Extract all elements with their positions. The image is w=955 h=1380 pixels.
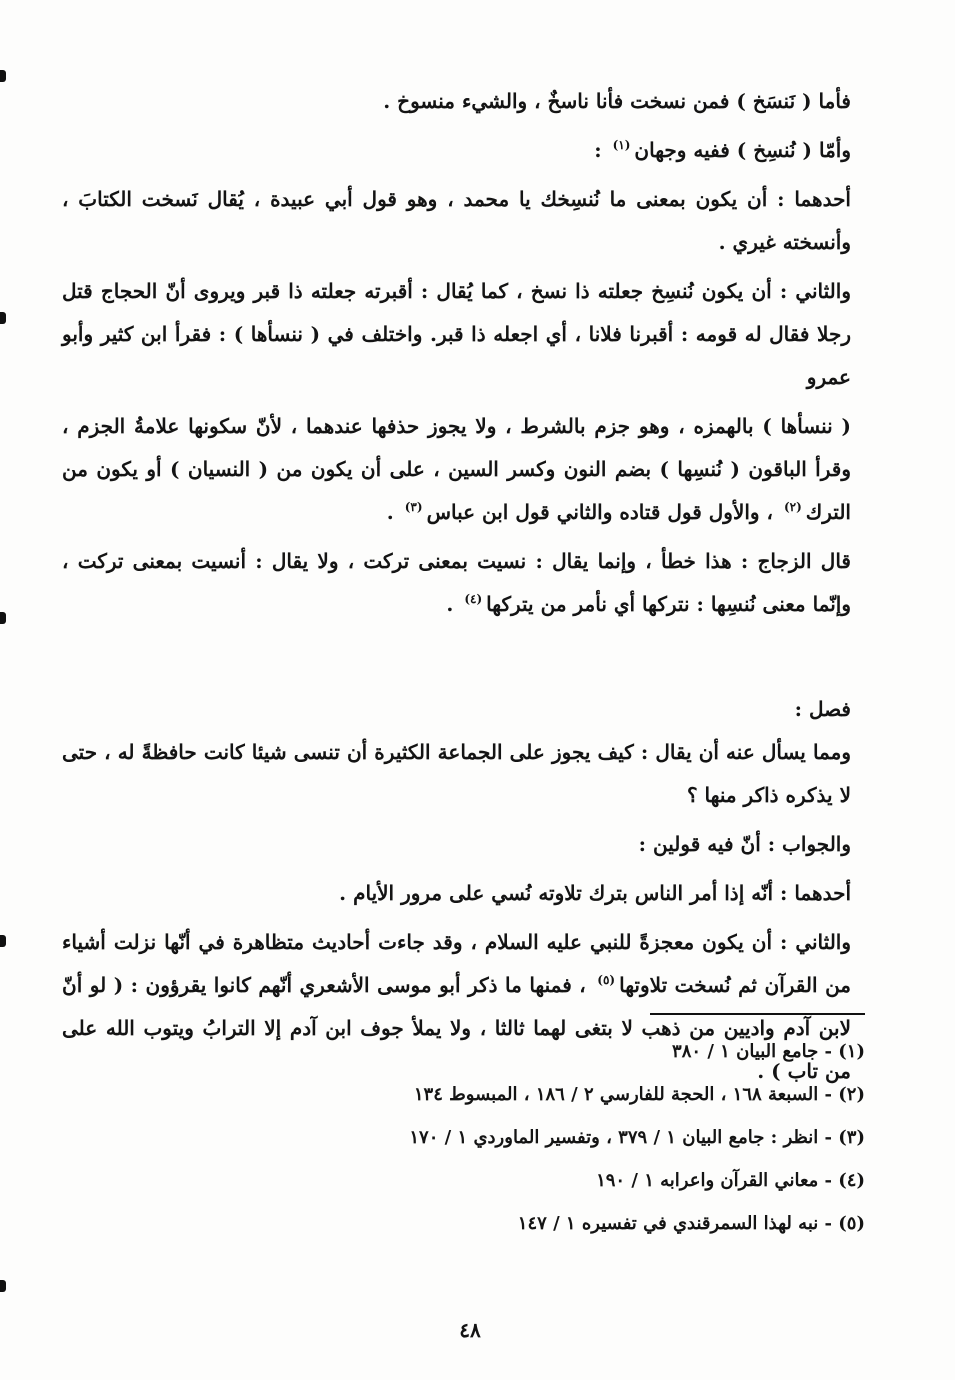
paragraph-2-text: وأمّا ( نُنسِخ ) ففيه وجهان: [634, 138, 851, 162]
paragraph-9: أحدهما : أنّه إذا أمر الناس بترك تلاوته نُسي على مرور الأيام .: [339, 881, 851, 905]
footnotes: [265, 1030, 865, 1245]
footnote-2: (٢) - السبعة ١٦٨ ، الحجة للفارسي ٢ / ١٨٦ ، المبسوط ١٣٤: [413, 1084, 865, 1105]
paragraph-6: [62, 540, 875, 626]
footnote-1: (١) - جامع البيان ١ / ٣٨٠: [672, 1041, 865, 1062]
footnote-5: (٥) - نبه لهذا السمرقندي في تفسيره ١ / ١٤٧: [517, 1213, 865, 1234]
scan-edge-mark: [0, 935, 6, 947]
section-heading: فصل :: [794, 697, 851, 721]
footnote-ref-2: (٢): [783, 500, 802, 515]
paragraph-6-text: قال الزجاج : هذا خطأ ، وإنما يقال : نسيت بمعنى تركت ، ولا يقال : أنسيت بمعنى تركت ، وإنّما معنى نُنسِها : نتركها أي نأمر من يتركها: [62, 549, 851, 616]
paragraph-6-end: .: [446, 592, 461, 616]
paragraph-3: أحدهما : أن يكون بمعنى ما نُنسِخك يا محمد ، وهو قول أبي عبيدة ، يُقال نَسخت الكتابَ ، وأنسخته غيري .: [62, 187, 851, 254]
footnote-4: (٤) - معاني القرآن واعرابه ١ / ١٩٠: [596, 1170, 865, 1191]
paragraph-7: ومما يسأل عنه أن يقال : كيف يجوز على الجماعة الكثيرة أن تنسى شيئا كانت حافظةً له ، حتى لا يذكره ذاكر منها ؟: [62, 740, 851, 807]
paragraph-5-text-b: ، والأول قول قتاده والثاني قول ابن عباس: [426, 500, 780, 524]
footnote-3: (٣) - انظر : جامع البيان ١ / ٣٧٩ ، وتفسير الماوردي ١ / ١٧٠: [409, 1127, 865, 1148]
footnote-ref-5: (٥): [597, 973, 616, 988]
scan-edge-mark: [0, 312, 6, 324]
page-number: ٤٨: [459, 1318, 481, 1342]
paragraph-2: [62, 129, 875, 172]
footnote-ref-4: (٤): [464, 592, 483, 607]
footnote-separator: [650, 1013, 865, 1015]
paragraph-4: والثاني : أن يكون نُنسِخ جعلته ذا نسخ ، كما يُقال : أقبرته جعلته ذا قبر ويروى أنّ الحجاج قتل رجلا فقال له قومه : أقبرنا فلانا ، أي اجعله ذا قبر. واختلف في ( ننسأها ) : فقرأ ابن كثير وأبو عمرو: [62, 279, 851, 389]
paragraph-10-text-b: ، فمنها ما ذكر أبو موسى الأشعري أنّهم كانوا يقرؤون : ( لو أنّ لابن آدم واديين من ذهب لا بتغى لهما ثالثا ، ولا يملأ جوف ابن آدم إلا الترابُ ويتوب الله على من تاب ) .: [62, 973, 851, 1083]
scan-edge-mark: [0, 1280, 6, 1292]
paragraph-1: فأما ( نَنسَخ ) فمن نسخت فأنا ناسخٌ ، والشيء منسوخ .: [383, 89, 851, 113]
paragraph-5: [62, 405, 875, 534]
paragraph-5-end: .: [386, 500, 401, 524]
scan-edge-mark: [0, 70, 6, 82]
footnote-ref-1: (١): [612, 138, 631, 153]
footnote-ref-3: (٣): [404, 500, 423, 515]
paragraph-10-text-a: والثاني : أن يكون معجزةً للنبي عليه السلام ، وقد جاءت أحاديث متظاهرة في أنّها نزلت أشياء من القرآن ثم نُسخت تلاوتها: [62, 930, 852, 997]
scan-edge-mark: [0, 612, 6, 624]
paragraph-5-text-a: ( ننسأها ) بالهمزه ، وهو جزم بالشرط ، ولا يجوز حذفها عندهما ، لأنّ سكونها علامةُ الجزم ، وقرأ الباقون ( نُنسِها ) بضم النون وكسر السين ، على أن يكون من ( النسيان ) أو يكون من الترك: [62, 414, 851, 524]
main-text: [62, 80, 875, 1093]
paragraph-8: والجواب : أنّ فيه قولين :: [638, 832, 851, 856]
paragraph-2-end: :: [594, 138, 609, 162]
